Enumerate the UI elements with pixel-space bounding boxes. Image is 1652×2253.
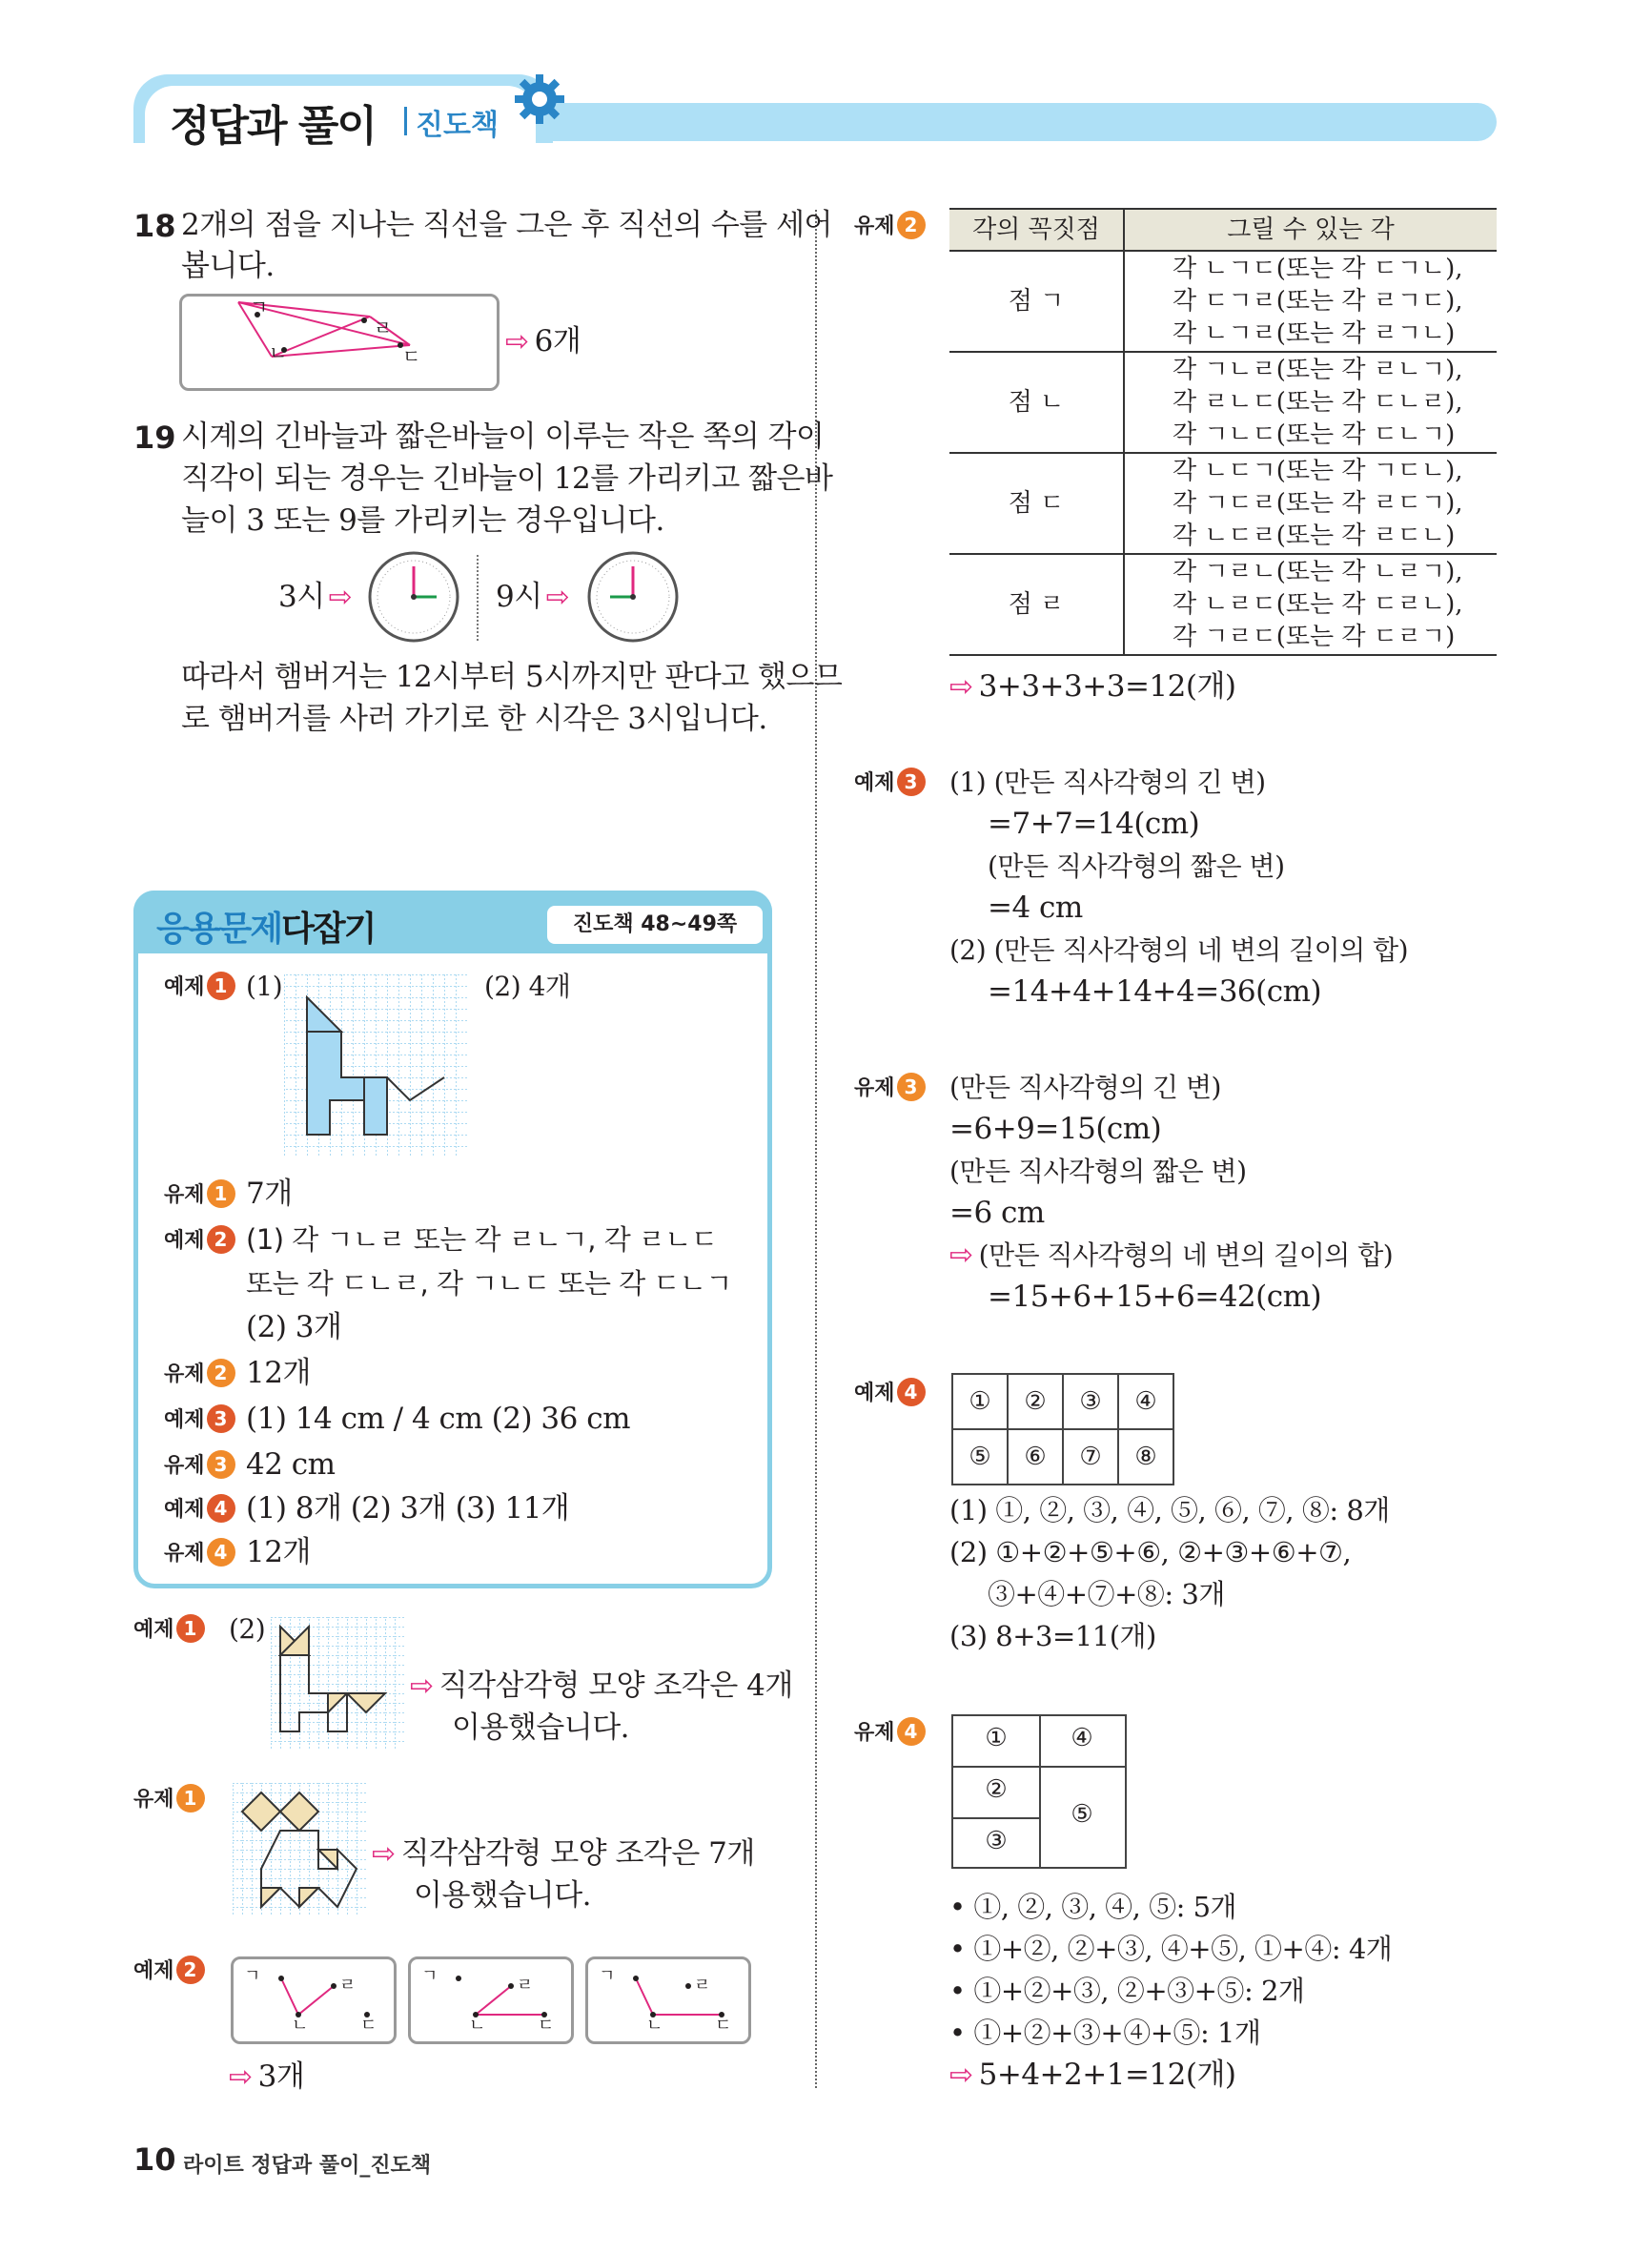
r-ex3-line-3: (만든 직사각형의 짧은 변) — [988, 850, 1285, 882]
r-pr3-line-3: (만든 직사각형의 짧은 변) — [949, 1156, 1247, 1187]
ex1-label: 예제 1 — [164, 971, 235, 1000]
ex4-answer: (1) 8개 (2) 3개 (3) 11개 — [246, 1491, 570, 1526]
ex2b-f1-pt-a: ㄱ — [244, 1966, 260, 1986]
ex1b-grid-figure — [271, 1617, 404, 1751]
ex2b-f1-pt-c: ㄷ — [360, 2016, 377, 2036]
r-pr4-bullet-4: • ①+②+③+④+⑤: 1개 — [949, 2017, 1261, 2049]
q19-line-1: 시계의 긴바늘과 짧은바늘이 이루는 작은 쪽의 각이 — [181, 420, 825, 454]
summary-ref: 진도책 48~49쪽 — [547, 906, 763, 944]
q18-line-2: 봅니다. — [181, 249, 275, 283]
clock-divider — [477, 555, 479, 641]
pr4-label: 유제 4 — [164, 1537, 235, 1567]
grid-cell: ⑧ — [1118, 1429, 1173, 1485]
r-ex3-line-5: (2) (만든 직사각형의 네 변의 길이의 합) — [949, 934, 1409, 966]
clock-9-icon — [585, 549, 681, 645]
ex2b-f3-pt-d: ㄹ — [694, 1976, 710, 1996]
header-bar — [534, 103, 1497, 141]
q18-answer — [505, 320, 581, 363]
ex1-part2: (2) 4개 — [484, 971, 571, 1002]
grid-cell: ⑤ — [1071, 1800, 1093, 1829]
r-ex3-line-6: =14+4+14+4=36(cm) — [988, 974, 1322, 1009]
grid-cell: ⑥ — [1008, 1429, 1063, 1485]
ex2b-label: 예제 2 — [133, 1955, 205, 1984]
clock-3-icon — [366, 549, 461, 645]
pr3-label: 유제 3 — [164, 1449, 235, 1479]
r-pr4-bullet-1: • ①, ②, ③, ④, ⑤: 5개 — [949, 1891, 1237, 1923]
table-row — [949, 251, 1497, 352]
table-row — [949, 554, 1497, 655]
r-ex4-line-4: (3) 8+3=11(개) — [949, 1620, 1156, 1652]
ex2b-f2-pt-d: ㄹ — [517, 1976, 533, 1996]
pr1b-grid-figure — [233, 1783, 366, 1916]
pr2-label: 유제 2 — [164, 1358, 235, 1387]
ex2b-f2-pt-a: ㄱ — [421, 1966, 438, 1986]
vertex-cell: 점 ㄷ — [949, 453, 1124, 554]
pr1b-line-2: 이용했습니다. — [414, 1878, 592, 1913]
r-ex3-label: 예제 3 — [854, 767, 926, 796]
r-ex3-line-2: =7+7=14(cm) — [988, 807, 1200, 841]
table-header-vertex: 각의 꼭짓점 — [949, 209, 1124, 251]
pr4-grid — [951, 1714, 1127, 1869]
table-row — [949, 453, 1497, 554]
r-ex4-line-2: (2) ①+②+⑤+⑥, ②+③+⑥+⑦, — [949, 1536, 1352, 1568]
grid-cell: ① — [952, 1374, 1008, 1429]
title-divider — [404, 107, 407, 135]
pr3-answer: 42 cm — [246, 1447, 336, 1482]
summary-title-b: 다잡기 — [281, 910, 376, 949]
table-header-angles: 그릴 수 있는 각 — [1124, 209, 1497, 251]
grid-cell: ② — [985, 1775, 1008, 1804]
q19-number: 19 — [133, 420, 176, 456]
angle-table — [949, 208, 1497, 656]
summary-title-a: 응용문제 — [156, 910, 282, 949]
ex3-label: 예제 3 — [164, 1403, 235, 1433]
pr2-answer: 12개 — [246, 1356, 311, 1390]
arrow-icon: ⇨ — [505, 325, 529, 358]
arrow-icon: ⇨ — [410, 1669, 434, 1703]
arrow-icon: ⇨ — [328, 581, 353, 614]
ex2b-f1-pt-b: ㄴ — [292, 2016, 308, 2036]
r-pr4-bullet-2: • ①+②, ②+③, ④+⑤, ①+④: 4개 — [949, 1933, 1393, 1965]
q18-pt-a: ㄱ — [250, 296, 268, 318]
r-ex4-line-1: (1) ①, ②, ③, ④, ⑤, ⑥, ⑦, ⑧: 8개 — [949, 1494, 1390, 1526]
q18-number: 18 — [133, 208, 176, 244]
grid-cell: ③ — [985, 1827, 1008, 1855]
r-ex4-line-3: ③+④+⑦+⑧: 3개 — [988, 1578, 1225, 1610]
arrow-icon: ⇨ — [949, 1239, 973, 1272]
pr1b-line-1: ⇨ 직각삼각형 모양 조각은 7개 — [372, 1836, 755, 1871]
r-ex3-line-1: (1) (만든 직사각형의 긴 변) — [949, 767, 1266, 798]
ex2b-f3-pt-c: ㄷ — [715, 2016, 731, 2036]
grid-cell: ⑦ — [1063, 1429, 1118, 1485]
ex2b-f3-pt-a: ㄱ — [599, 1966, 615, 1986]
r-pr3-line-6: =15+6+15+6=42(cm) — [988, 1280, 1322, 1314]
r-pr4-bullet-3: • ①+②+③, ②+③+⑤: 2개 — [949, 1975, 1305, 2007]
grid-cell: ③ — [1063, 1374, 1118, 1429]
ex4-grid — [951, 1373, 1174, 1485]
ex1b-line-1: ⇨ 직각삼각형 모양 조각은 4개 — [410, 1669, 793, 1703]
r-pr4-label: 유제 4 — [854, 1716, 926, 1746]
r-ex4-label: 예제 4 — [854, 1377, 926, 1406]
pr1-answer: 7개 — [246, 1177, 293, 1211]
page-subtitle: 진도책 — [416, 109, 499, 142]
r-ex3-line-4: =4 cm — [988, 891, 1083, 925]
r-pr3-line-4: =6 cm — [949, 1196, 1045, 1230]
pr1b-label: 유제 1 — [133, 1783, 205, 1813]
grid-cell: ⑤ — [952, 1429, 1008, 1485]
arrow-icon: ⇨ — [372, 1837, 396, 1871]
ex2-line-1: (1) 각 ㄱㄴㄹ 또는 각 ㄹㄴㄱ, 각 ㄹㄴㄷ — [246, 1223, 718, 1256]
table-row — [949, 352, 1497, 453]
clock2-label — [496, 576, 575, 619]
ex2-line-2: 또는 각 ㄷㄴㄹ, 각 ㄱㄴㄷ 또는 각 ㄷㄴㄱ — [246, 1267, 732, 1300]
ex1-part1: (1) — [246, 971, 283, 1002]
ex2b-f3-pt-b: ㄴ — [646, 2016, 663, 2036]
q18-pt-d: ㄹ — [374, 317, 392, 339]
r-pr3-label: 유제 3 — [854, 1072, 926, 1101]
r-pr3-line-1: (만든 직사각형의 긴 변) — [949, 1072, 1221, 1103]
r-pr2-label: 유제 2 — [854, 210, 926, 239]
angles-cell: 각 ㄱㄴㄹ(또는 각 ㄹㄴㄱ), 각 ㄹㄴㄷ(또는 각 ㄷㄴㄹ), 각 ㄱㄴㄷ(또는 각 ㄷㄴㄱ) — [1124, 352, 1497, 453]
ex4-label: 예제 4 — [164, 1493, 235, 1523]
ex2b-f1-pt-d: ㄹ — [339, 1976, 356, 1996]
clock1-label-text: 3시 — [278, 580, 325, 614]
angles-cell: 각 ㄱㄹㄴ(또는 각 ㄴㄹㄱ), 각 ㄴㄹㄷ(또는 각 ㄷㄹㄴ), 각 ㄱㄹㄷ(또는 각 ㄷㄹㄱ) — [1124, 554, 1497, 655]
angles-cell: 각 ㄴㄷㄱ(또는 각 ㄱㄷㄴ), 각 ㄱㄷㄹ(또는 각 ㄹㄷㄱ), 각 ㄴㄷㄹ(또는 각 ㄹㄷㄴ) — [1124, 453, 1497, 554]
ex1b-line-2: 이용했습니다. — [452, 1710, 630, 1745]
q18-line-1: 2개의 점을 지나는 직선을 그은 후 직선의 수를 세어 — [181, 208, 832, 242]
r-pr3-line-2: =6+9=15(cm) — [949, 1112, 1162, 1146]
arrow-icon: ⇨ — [949, 670, 973, 704]
summary-title — [156, 902, 375, 951]
q19-conclusion-1: 따라서 햄버거는 12시부터 5시까지만 판다고 했으므 — [181, 660, 843, 694]
q18-pt-c: ㄷ — [402, 345, 420, 368]
ex2-line-3: (2) 3개 — [246, 1310, 342, 1344]
grid-cell: ④ — [1118, 1374, 1173, 1429]
ex1b-part: (2) — [229, 1613, 266, 1645]
ex2-label: 예제 2 — [164, 1224, 235, 1254]
clock1-label — [278, 576, 357, 619]
vertex-cell: 점 ㄱ — [949, 251, 1124, 352]
grid-cell: ② — [1008, 1374, 1063, 1429]
pr1-label: 유제 1 — [164, 1178, 235, 1208]
grid-cell: ① — [985, 1724, 1008, 1752]
footer-text: 라이트 정답과 풀이_진도책 — [183, 2154, 432, 2178]
clock2-label-text: 9시 — [496, 580, 542, 614]
q18-pt-b: ㄴ — [269, 341, 287, 364]
arrow-icon: ⇨ — [545, 581, 570, 614]
r-pr2-answer: ⇨ 3+3+3+3=12(개) — [949, 669, 1236, 704]
arrow-icon: ⇨ — [949, 2058, 973, 2092]
vertex-cell: 점 ㄴ — [949, 352, 1124, 453]
arrow-icon: ⇨ — [229, 2060, 253, 2094]
vertex-cell: 점 ㄹ — [949, 554, 1124, 655]
ex2b-answer: ⇨ 3개 — [229, 2059, 305, 2094]
page-number: 10 — [133, 2141, 176, 2178]
q19-conclusion-2: 로 햄버거를 사러 가기로 한 시각은 3시입니다. — [181, 702, 767, 736]
q18-answer-text: 6개 — [534, 324, 581, 358]
pr4-answer: 12개 — [246, 1535, 311, 1569]
q19-line-2: 직각이 되는 경우는 긴바늘이 12를 가리키고 짧은바 — [181, 461, 833, 496]
ex3-answer: (1) 14 cm / 4 cm (2) 36 cm — [246, 1402, 630, 1436]
page-title: 정답과 풀이 — [170, 102, 376, 151]
q19-line-3: 늘이 3 또는 9를 가리키는 경우입니다. — [181, 503, 664, 538]
r-pr3-line-5: ⇨ (만든 직사각형의 네 변의 길이의 합) — [949, 1239, 1394, 1272]
angles-cell: 각 ㄴㄱㄷ(또는 각 ㄷㄱㄴ), 각 ㄷㄱㄹ(또는 각 ㄹㄱㄷ), 각 ㄴㄱㄹ(또는 각 ㄹㄱㄴ) — [1124, 251, 1497, 352]
ex2b-f2-pt-b: ㄴ — [469, 2016, 485, 2036]
ex2b-f2-pt-c: ㄷ — [538, 2016, 554, 2036]
ex1b-label: 예제 1 — [133, 1613, 205, 1643]
gear-icon — [511, 71, 568, 128]
grid-cell: ④ — [1071, 1724, 1093, 1752]
ex1-grid-figure — [284, 974, 467, 1157]
r-pr4-answer: ⇨ 5+4+2+1=12(개) — [949, 2058, 1236, 2092]
